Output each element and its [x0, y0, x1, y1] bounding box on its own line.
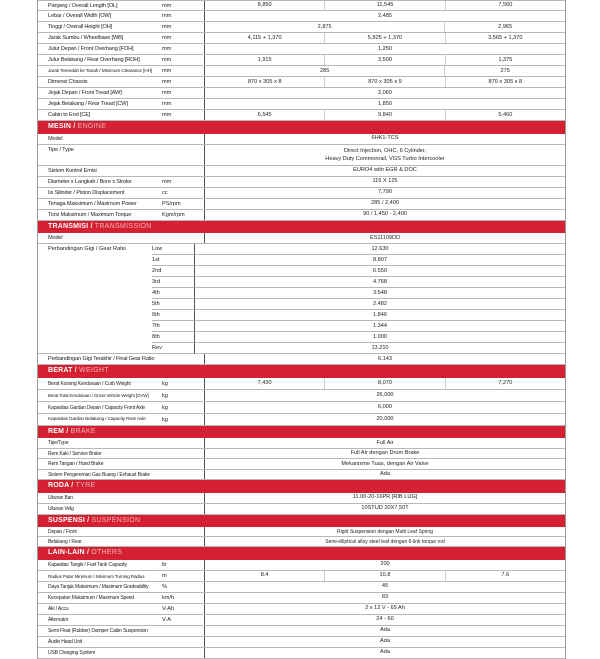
spec-row — [38, 449, 565, 460]
spec-row-bore-stroke — [38, 177, 565, 188]
spec-label: Aki / Accu — [48, 605, 69, 612]
spec-value: 20,000 — [376, 416, 394, 422]
gear-name: 5th — [152, 299, 194, 310]
spec-label: Kapasitas Gardan Belakang / Capacity Rear Axle — [48, 416, 146, 422]
section-subtitle: TRANSMISSION — [94, 222, 152, 230]
spec-label: Jarak Sumbu / Wheelbase [WB] — [48, 35, 124, 41]
spec-value: 4,115 + 1,370 — [247, 34, 282, 41]
gear-name: 1st — [152, 255, 194, 266]
spec-row-overall-width — [38, 11, 565, 22]
gear-row — [152, 244, 565, 255]
spec-row-cabin-to-end — [38, 110, 565, 121]
spec-unit: mm — [162, 13, 172, 19]
section-subtitle: ENGINE — [77, 123, 107, 130]
dimensions-section — [38, 0, 565, 121]
spec-label: Dimensi Chassis — [48, 79, 88, 85]
spec-value: Ada — [380, 638, 390, 644]
spec-row — [38, 626, 565, 637]
gear-row — [152, 255, 565, 266]
spec-unit: V-Ah — [162, 605, 175, 612]
spec-label: Berat Kosong Kendaraan / Curb Weight — [48, 380, 131, 387]
spec-row — [38, 615, 565, 626]
spec-value: 1,375 — [445, 55, 565, 65]
spec-value: Rigid Suspension dengan Multi Leaf Spring — [337, 528, 433, 535]
section-subtitle: TYRE — [75, 482, 96, 489]
spec-row-front-tread — [38, 88, 565, 99]
spec-label: Berat Total Kendaraan / Gross Vehicle Weight [GVW] — [48, 392, 149, 398]
spec-value: 24 - 60 — [376, 616, 394, 622]
spec-label: Lebar / Overall Width [OW] — [48, 13, 111, 19]
spec-label: Tipe / Type — [48, 146, 74, 153]
spec-label: Rem Kaki / Service Brake — [48, 450, 102, 457]
spec-label: Model — [48, 235, 63, 241]
spec-row — [38, 493, 565, 504]
spec-label: Ukuran Velg — [48, 505, 74, 512]
gear-row — [152, 343, 565, 354]
spec-value: 7,560 — [445, 1, 565, 10]
spec-unit: kg — [162, 392, 168, 399]
spec-value: 2 x 12 V - 65 Ah — [365, 605, 405, 611]
spec-unit: mm — [162, 90, 172, 96]
spec-value: 275 — [444, 66, 565, 76]
spec-label: Radius Putar Minimum / Minimum Turning Radius — [48, 573, 145, 579]
spec-label: Isi Silinder / Piston Displacement — [48, 189, 125, 196]
spec-row-engine-model — [38, 134, 565, 145]
gear-ratio-block — [38, 244, 565, 354]
spec-row — [38, 470, 565, 481]
spec-value: 10STUD 20X7.50T — [361, 505, 409, 511]
spec-unit: mm — [162, 3, 172, 9]
section-header-suspension: SUSPENSI / SUSPENSION — [38, 515, 565, 528]
spec-value: 3,500 — [324, 55, 444, 65]
spec-row — [38, 604, 565, 615]
spec-value: ES11109DD — [369, 234, 401, 241]
spec-value: Ada — [380, 471, 390, 477]
spec-value: 7,270 — [445, 378, 565, 389]
spec-unit — [162, 626, 204, 636]
spec-row-emission — [38, 166, 565, 177]
spec-row-overall-height — [38, 22, 565, 33]
tyre-list — [38, 493, 565, 515]
section-header-others: LAIN-LAIN / OTHERS — [38, 547, 565, 560]
spec-value: 26,000 — [376, 392, 394, 398]
gear-name: 2nd — [152, 266, 194, 277]
spec-unit — [162, 166, 204, 176]
spec-value: 870 x 305 x 8 — [247, 78, 282, 85]
spec-value: Mekanisme Tuas, dengan Air Valve — [341, 460, 429, 467]
gear-ratio-value: 13.210 — [194, 343, 565, 354]
gear-row — [152, 310, 565, 321]
spec-value: 6HK1-TCS — [371, 135, 399, 141]
spec-row — [38, 637, 565, 648]
gear-ratio-value: 8.807 — [194, 255, 565, 266]
section-header-transmission: TRANSMISI / TRANSMISSION — [38, 221, 565, 234]
section-title: SUSPENSI — [48, 516, 85, 524]
spec-unit: kg — [162, 380, 168, 387]
spec-label: Tinggi / Overall Height [OH] — [48, 24, 112, 30]
spec-row-wheelbase — [38, 33, 565, 44]
spec-unit: mm — [162, 178, 172, 185]
section-title: LAIN-LAIN — [48, 549, 85, 556]
spec-value: 2,485 — [378, 12, 392, 19]
gear-ratio-value: 12.630 — [194, 244, 565, 255]
spec-value: 90 / 1,450 - 2,400 — [363, 211, 407, 217]
others-list — [38, 582, 565, 659]
section-title: TRANSMISI — [48, 222, 89, 230]
spec-value: 9,840 — [324, 110, 444, 120]
spec-label: Alternator — [48, 616, 69, 623]
spec-row-chassis-dimension — [38, 77, 565, 88]
gear-ratio-value: 1.344 — [194, 321, 565, 332]
spec-row-fuel-tank — [38, 560, 565, 571]
gear-ratio-value: 2.482 — [194, 299, 565, 310]
spec-label: Kecepatan Maksimum / Maximum Speed — [48, 594, 135, 601]
spec-label: Belakang / Rear — [48, 539, 82, 545]
spec-unit: mm — [162, 79, 172, 85]
gear-row — [152, 266, 565, 277]
spec-unit: mm — [162, 35, 172, 41]
spec-label: Perbandingan Gigi Terakhir / Final Gear Ratio — [48, 356, 155, 362]
spec-unit — [162, 648, 204, 658]
spec-value: 6.143 — [378, 355, 392, 362]
spec-value: 7,430 — [257, 380, 272, 386]
spec-value: 8,070 — [324, 378, 444, 389]
spec-label: Sistem Kontrol Emisi — [48, 167, 97, 174]
gear-ratio-value: 4.768 — [194, 277, 565, 288]
spec-value: 5,460 — [445, 110, 565, 120]
spec-row-displacement — [38, 188, 565, 199]
spec-value: EURO4 with EGR & DOC — [353, 167, 417, 173]
spec-value: 115 X 125 — [372, 178, 398, 184]
spec-label: Julur Depan / Front Overhang [FOH] — [48, 46, 134, 52]
spec-value: 10.8 — [324, 571, 444, 581]
spec-row-gvw — [38, 390, 565, 402]
gear-name: 4th — [152, 288, 194, 299]
gear-ratio-value: 3.548 — [194, 288, 565, 299]
spec-unit: cc — [162, 189, 168, 196]
spec-label: Jejak Belakang / Rear Tread [CW] — [48, 101, 128, 107]
spec-label: Model — [48, 135, 63, 142]
spec-value: 2,965 — [444, 22, 565, 32]
spec-value: 11.00-20-16PR [RIB LUG] — [352, 494, 418, 500]
spec-row-transmission-model — [38, 233, 565, 244]
spec-value — [205, 145, 565, 165]
spec-row — [38, 537, 565, 547]
spec-value: 45 — [381, 583, 389, 589]
spec-value: 83 — [381, 594, 389, 600]
gear-name: 3rd — [152, 277, 194, 288]
spec-label: Kapasitas Tangki / Fuel Tank Capacity — [48, 561, 127, 568]
spec-label: Audio Head Unit — [48, 638, 83, 645]
spec-value: 1,915 — [257, 56, 272, 63]
spec-row-rear-axle — [38, 414, 565, 426]
section-subtitle: WEIGHT — [79, 367, 109, 374]
engine-type-line-1: Direct Injection, OHC, 6 Cylinder, — [343, 147, 427, 154]
spec-label: Semi Float (Rubber) Damper Cabin Suspension — [48, 627, 148, 634]
gear-row — [152, 332, 565, 343]
section-header-engine: MESIN / ENGINE — [38, 121, 565, 134]
spec-label: Sistem Pengereman Gas Buang / Exhaust Brake — [48, 471, 150, 478]
spec-unit: mm — [162, 68, 172, 74]
brake-list — [38, 438, 565, 480]
section-header-tyre: RODA / TYRE — [38, 480, 565, 493]
suspension-list — [38, 527, 565, 547]
gear-row — [152, 299, 565, 310]
spec-unit: Kgm/rpm — [162, 211, 185, 218]
section-title: MESIN — [48, 123, 72, 130]
gear-name: Low — [152, 244, 194, 255]
section-subtitle: SUSPENSION — [91, 516, 141, 524]
spec-value: Full Air — [376, 439, 394, 446]
spec-row — [38, 582, 565, 593]
spec-row-overall-length — [38, 0, 565, 11]
spec-label: Panjang / Overall Length [OL] — [48, 3, 118, 9]
spec-label: Diameter x Langkah / Bore x Stroke — [48, 178, 132, 185]
spec-label: Ukuran Ban — [48, 494, 73, 501]
spec-value: 870 x 305 x 9 — [324, 77, 444, 87]
gear-name: Rev — [152, 343, 194, 354]
gear-ratio-value: 1.000 — [194, 332, 565, 343]
spec-value: 8,850 — [257, 2, 272, 8]
spec-row — [38, 593, 565, 604]
spec-value: 285 — [319, 67, 330, 74]
spec-label: USB Charging System — [48, 649, 96, 656]
gear-name: 7th — [152, 321, 194, 332]
spec-value: 6,545 — [257, 111, 272, 118]
section-subtitle: OTHERS — [91, 549, 123, 556]
gear-ratio-value: 6.550 — [194, 266, 565, 277]
gear-ratio-value: 1.846 — [194, 310, 565, 321]
spec-value: 200 — [380, 561, 390, 567]
spec-row-rear-overhang — [38, 55, 565, 66]
spec-row-final-gear — [38, 354, 565, 365]
spec-unit: PS/rpm — [162, 200, 181, 207]
spec-unit: ltr — [162, 561, 167, 568]
spec-row — [38, 648, 565, 659]
spec-unit: mm — [162, 101, 172, 107]
spec-row-max-power — [38, 199, 565, 210]
spec-value: 8.4 — [260, 572, 269, 578]
spec-value: Semi-elliptical alloy steel leaf dengan 6-link torque rod — [325, 538, 445, 545]
spec-unit: V-A — [162, 616, 172, 623]
spec-value: 5,825 + 1,370 — [324, 33, 444, 43]
spec-label: Tipe/Type — [48, 440, 69, 446]
spec-value: 870 x 305 x 8 — [445, 77, 565, 87]
gear-row — [152, 277, 565, 288]
spec-row-front-overhang — [38, 44, 565, 55]
spec-label: Jejak Depan / Front Tread [AW] — [48, 90, 122, 96]
spec-value: 3,565 + 1,370 — [445, 33, 565, 43]
spec-row-rear-tread — [38, 99, 565, 110]
spec-unit: m — [162, 572, 167, 579]
spec-value: Ada — [380, 627, 390, 633]
spec-row-front-axle — [38, 402, 565, 414]
spec-row-minimum-clearance — [38, 66, 565, 77]
spec-label: Daya Tanjak Maksimum / Maximum Gradeability — [48, 583, 149, 590]
spec-row-engine-type — [38, 145, 565, 166]
spec-row — [38, 504, 565, 515]
spec-unit: mm — [162, 46, 172, 52]
section-header-weight: BERAT / WEIGHT — [38, 365, 565, 378]
engine-type-line-2: Heavy Duty Commonrail, VGS Turbo Intercooler — [325, 155, 445, 162]
spec-value: 11,545 — [324, 1, 444, 10]
spec-label: Cabin to End [CE] — [48, 112, 91, 118]
spec-unit: mm — [162, 112, 172, 118]
spec-value: 7,790 — [378, 189, 392, 195]
spec-unit: kg — [162, 416, 168, 423]
spec-label: Depan / Front — [48, 529, 77, 535]
gear-name: 8th — [152, 332, 194, 343]
spec-row-turning-radius — [38, 571, 565, 582]
spec-label: Perbandingan Gigi / Gear Ratio — [38, 244, 152, 354]
spec-unit: kg — [162, 404, 168, 411]
section-subtitle: BRAKE — [70, 427, 96, 435]
spec-label: Torsi Maksimum / Maximum Torque — [48, 211, 132, 218]
spec-unit — [162, 637, 204, 647]
gear-list — [152, 244, 565, 354]
spec-value: 1,850 — [378, 100, 392, 107]
spec-value: 1,250 — [378, 45, 392, 52]
spec-row-max-torque — [38, 210, 565, 221]
gear-row — [152, 288, 565, 299]
spec-value: 2,875 — [317, 23, 332, 30]
spec-value: Ada — [380, 649, 390, 655]
spec-row-curb-weight — [38, 378, 565, 390]
spec-value: 2,060 — [378, 89, 392, 96]
spec-unit: mm — [162, 57, 172, 63]
spec-value: Full Air dengan Drum Brake — [350, 450, 420, 456]
section-title: REM — [48, 427, 65, 435]
spec-unit: km/h — [162, 594, 175, 601]
section-title: RODA — [48, 482, 70, 489]
spec-sheet — [37, 0, 566, 659]
spec-label: Julur Belakang / Rear Overhang [ROH] — [48, 57, 140, 63]
spec-unit: mm — [162, 24, 172, 30]
spec-row — [38, 459, 565, 470]
spec-row — [38, 438, 565, 449]
spec-label: Tenaga Maksimum / Maximum Power — [48, 200, 137, 207]
gear-name: 6th — [152, 310, 194, 321]
section-title: BERAT — [48, 367, 73, 374]
section-header-brake: REM / BRAKE — [38, 426, 565, 439]
gear-row — [152, 321, 565, 332]
spec-label: Jarak Terendah ke Tanah / Minimum Clearance [HH] — [48, 69, 153, 74]
spec-row — [38, 527, 565, 537]
spec-label: Kapasitas Gardan Depan / Capacity Front Axle — [48, 404, 146, 411]
spec-value: 6,000 — [378, 404, 392, 410]
spec-unit: % — [162, 583, 167, 590]
spec-value: 7.6 — [445, 571, 565, 581]
spec-label: Rem Tangan / Hand Brake — [48, 461, 104, 467]
spec-value: 285 / 2,400 — [371, 200, 399, 206]
